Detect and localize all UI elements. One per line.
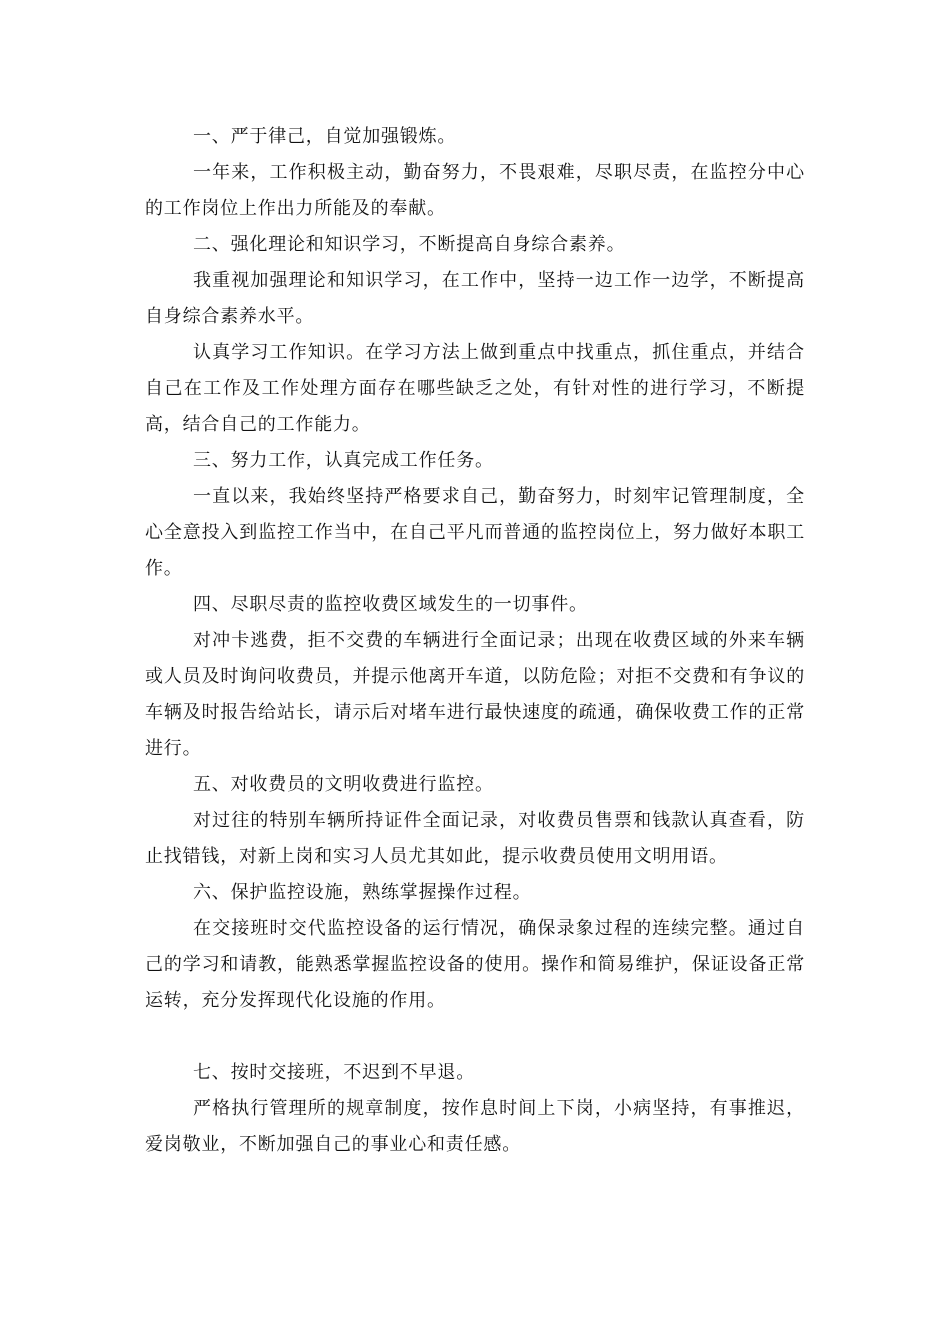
paragraph: 在交接班时交代监控设备的运行情况，确保录象过程的连续完整。通过自己的学习和请教，能熟悉掌握监控设备的使用。操作和简易维护，保证设备正常运转，充分发挥现代化设施的作用。 [145, 918, 805, 1011]
paragraph: 一直以来，我始终坚持严格要求自己，勤奋努力，时刻牢记管理制度，全心全意投入到监控工作当中，在自己平凡而普通的监控岗位上，努力做好本职工作。 [145, 486, 805, 579]
section-heading-3: 三、努力工作，认真完成工作任务。 [193, 450, 494, 471]
section-heading-4: 四、尽职尽责的监控收费区域发生的一切事件。 [193, 594, 588, 615]
paragraph: 对冲卡逃费，拒不交费的车辆进行全面记录；出现在收费区域的外来车辆或人员及时询问收费员，并提示他离开车道，以防危险；对拒不交费和有争议的车辆及时报告给站长，请示后对堵车进行最快速度的疏通，确保收费工作的正常进行。 [145, 630, 805, 759]
paragraph: 对过往的特别车辆所持证件全面记录，对收费员售票和钱款认真查看，防止找错钱，对新上岗和实习人员尤其如此，提示收费员使用文明用语。 [145, 810, 805, 867]
section-heading-5: 五、对收费员的文明收费进行监控。 [193, 774, 494, 795]
document-body [145, 119, 805, 1163]
section-heading-7: 七、按时交接班，不迟到不早退。 [193, 1062, 475, 1083]
section-heading-6: 六、保护监控设施，熟练掌握操作过程。 [193, 882, 532, 903]
paragraph: 我重视加强理论和知识学习，在工作中，坚持一边工作一边学，不断提高自身综合素养水平。 [145, 270, 805, 327]
paragraph: 认真学习工作知识。在学习方法上做到重点中找重点，抓住重点，并结合自己在工作及工作处理方面存在哪些缺乏之处，有针对性的进行学习，不断提高，结合自己的工作能力。 [145, 342, 805, 435]
paragraph: 严格执行管理所的规章制度，按作息时间上下岗，小病坚持，有事推迟，爱岗敬业，不断加强自己的事业心和责任感。 [145, 1098, 805, 1155]
section-heading-2: 二、强化理论和知识学习，不断提高自身综合素养。 [193, 234, 626, 255]
paragraph: 一年来，工作积极主动，勤奋努力，不畏艰难，尽职尽责，在监控分中心的工作岗位上作出力所能及的奉献。 [145, 162, 805, 219]
section-heading-1: 一、严于律己，自觉加强锻炼。 [193, 126, 457, 147]
